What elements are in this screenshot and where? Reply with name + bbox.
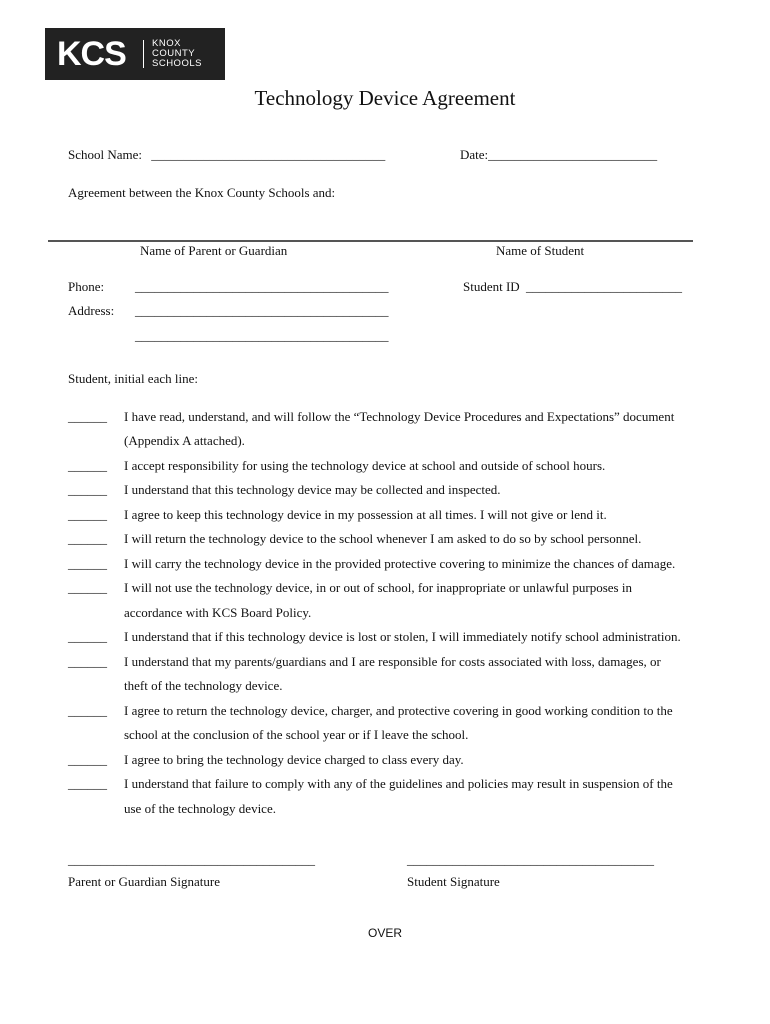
item-1-line-1: I have read, understand, and will follow the “Technology Device Procedures and Expectations” document: [124, 409, 675, 424]
item-9-line-1: I understand that my parents/guardians and I are responsible for costs associated with loss, damages, or: [124, 654, 661, 669]
initial-instruction: Student, initial each line:: [68, 371, 198, 386]
item-10-line-2: school at the conclusion of the school year or if I leave the school.: [124, 727, 469, 742]
student-name-label: Name of Student: [496, 243, 585, 258]
student-signature-label: Student Signature: [407, 874, 500, 889]
student-id-row: [463, 279, 682, 295]
item-2-line-1: I accept responsibility for using the technology device at school and outside of school hours.: [124, 458, 606, 473]
date-blank[interactable]: __________________________: [488, 147, 658, 162]
address-blank-2[interactable]: _______________________________________: [135, 328, 389, 343]
agreement-between-text: Agreement between the Knox County Schools and:: [68, 185, 336, 200]
address-label: Address:: [68, 303, 115, 318]
item-9-line-2: theft of the technology device.: [124, 678, 283, 693]
initial-blank-5[interactable]: ______: [68, 531, 107, 546]
item-6-line-1: I will carry the technology device in the provided protective covering to minimize the chances of damage.: [124, 556, 676, 571]
school-name-blank[interactable]: ____________________________________: [151, 147, 386, 162]
school-name-row: [68, 147, 385, 163]
initial-blank-11[interactable]: ______: [68, 752, 107, 767]
item-1-line-2: (Appendix A attached).: [124, 433, 245, 448]
initial-blank-12[interactable]: ______: [68, 776, 107, 791]
date-row: [460, 147, 657, 163]
initial-blank-9[interactable]: ______: [68, 654, 107, 669]
logo-text: [152, 39, 202, 69]
initial-blank-7[interactable]: ______: [68, 580, 107, 595]
parent-signature-label: Parent or Guardian Signature: [68, 874, 220, 889]
initial-blank-3[interactable]: ______: [68, 482, 107, 497]
student-id-blank[interactable]: ________________________: [525, 279, 682, 294]
item-4-line-1: I agree to keep this technology device in my possession at all times. I will not give or lend it.: [124, 507, 607, 522]
item-7-line-2: accordance with KCS Board Policy.: [124, 605, 312, 620]
logo-line-1: KNOX: [152, 38, 181, 49]
logo-line-3: SCHOOLS: [152, 58, 202, 69]
date-label: Date:: [460, 147, 489, 162]
page-title: Technology Device Agreement: [254, 86, 516, 110]
item-12-line-2: use of the technology device.: [124, 801, 276, 816]
initial-blank-2[interactable]: ______: [68, 458, 107, 473]
initial-blank-1[interactable]: ______: [68, 409, 107, 424]
item-11-line-1: I agree to bring the technology device charged to class every day.: [124, 752, 464, 767]
student-id-label: Student ID: [463, 279, 520, 294]
initial-blank-6[interactable]: ______: [68, 556, 107, 571]
item-10-line-1: I agree to return the technology device, charger, and protective covering in good working condition to the: [124, 703, 673, 718]
phone-label: Phone:: [68, 279, 105, 294]
item-7-line-1: I will not use the technology device, in or out of school, for inappropriate or unlawful purposes in: [124, 580, 632, 595]
logo-mark: KCS: [57, 34, 126, 73]
item-3-line-1: I understand that this technology device may be collected and inspected.: [124, 482, 501, 497]
initial-blank-4[interactable]: ______: [68, 507, 107, 522]
initial-blank-10[interactable]: ______: [68, 703, 107, 718]
logo-divider: [143, 40, 144, 68]
logo-line-2: COUNTY: [152, 48, 196, 59]
parent-signature-blank[interactable]: ______________________________________: [68, 852, 315, 867]
item-5-line-1: I will return the technology device to the school whenever I am asked to do so by school personnel.: [124, 531, 642, 546]
initial-blank-8[interactable]: ______: [68, 629, 107, 644]
over-footer: OVER: [367, 926, 402, 940]
student-signature-blank[interactable]: ______________________________________: [407, 852, 654, 867]
kcs-logo: [45, 28, 225, 80]
name-signature-line[interactable]: [48, 240, 693, 242]
school-name-label: School Name:: [68, 147, 143, 162]
phone-blank[interactable]: _______________________________________: [135, 279, 389, 294]
parent-name-label: Name of Parent or Guardian: [140, 243, 288, 258]
address-blank-1[interactable]: _______________________________________: [135, 303, 389, 318]
item-8-line-1: I understand that if this technology device is lost or stolen, I will immediately notify school administration.: [124, 629, 681, 644]
item-12-line-1: I understand that failure to comply with any of the guidelines and policies may result in suspension of the: [124, 776, 673, 791]
